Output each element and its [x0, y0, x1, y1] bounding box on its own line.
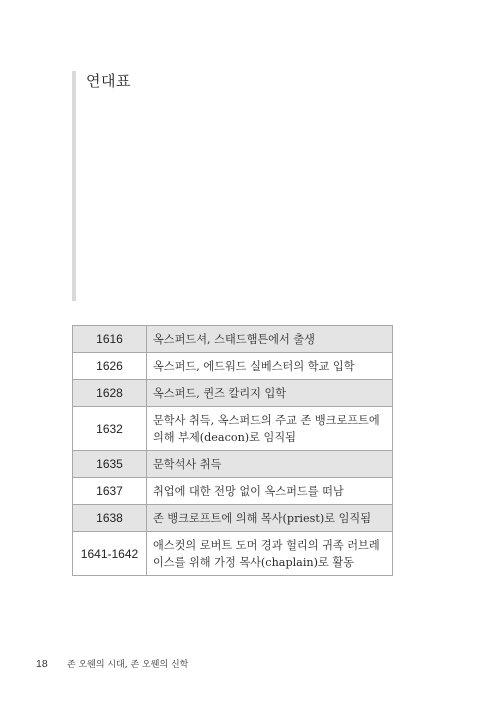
- chronology-table: [72, 325, 393, 576]
- table-row: [73, 407, 393, 451]
- year-cell: 1632: [73, 407, 147, 451]
- table-row: [73, 451, 393, 478]
- running-head: 존 오웬의 시대, 존 오웬의 신학: [66, 660, 189, 670]
- table-row: [73, 505, 393, 532]
- event-cell: 옥스퍼드셔, 스태드햄튼에서 출생: [147, 326, 393, 353]
- event-cell: 옥스퍼드, 퀸즈 칼리지 입학: [147, 380, 393, 407]
- section-accent-bar: [72, 71, 76, 301]
- year-cell: 1638: [73, 505, 147, 532]
- event-cell: 문학석사 취득: [147, 451, 393, 478]
- table-row: [73, 478, 393, 505]
- year-cell: 1616: [73, 326, 147, 353]
- event-cell: 존 뱅크로프트에 의해 목사(priest)로 임직됨: [147, 505, 393, 532]
- event-cell: 취업에 대한 전망 없이 옥스퍼드를 떠남: [147, 478, 393, 505]
- page-footer: [36, 657, 188, 670]
- event-cell: 애스컷의 로버트 도머 경과 헐리의 귀족 러브레이스를 위해 가정 목사(chaplain)로 활동: [147, 532, 393, 576]
- year-cell: 1641-1642: [73, 532, 147, 576]
- page-number: 18: [36, 658, 48, 670]
- year-cell: 1628: [73, 380, 147, 407]
- year-cell: 1637: [73, 478, 147, 505]
- year-cell: 1635: [73, 451, 147, 478]
- event-cell: 문학사 취득, 옥스퍼드의 주교 존 뱅크로프트에 의해 부제(deacon)로 임직됨: [147, 407, 393, 451]
- year-cell: 1626: [73, 353, 147, 380]
- section-title: 연대표: [86, 72, 131, 90]
- table-row: [73, 326, 393, 353]
- table-row: [73, 532, 393, 576]
- table-row: [73, 380, 393, 407]
- table-row: [73, 353, 393, 380]
- event-cell: 옥스퍼드, 에드워드 실베스터의 학교 입학: [147, 353, 393, 380]
